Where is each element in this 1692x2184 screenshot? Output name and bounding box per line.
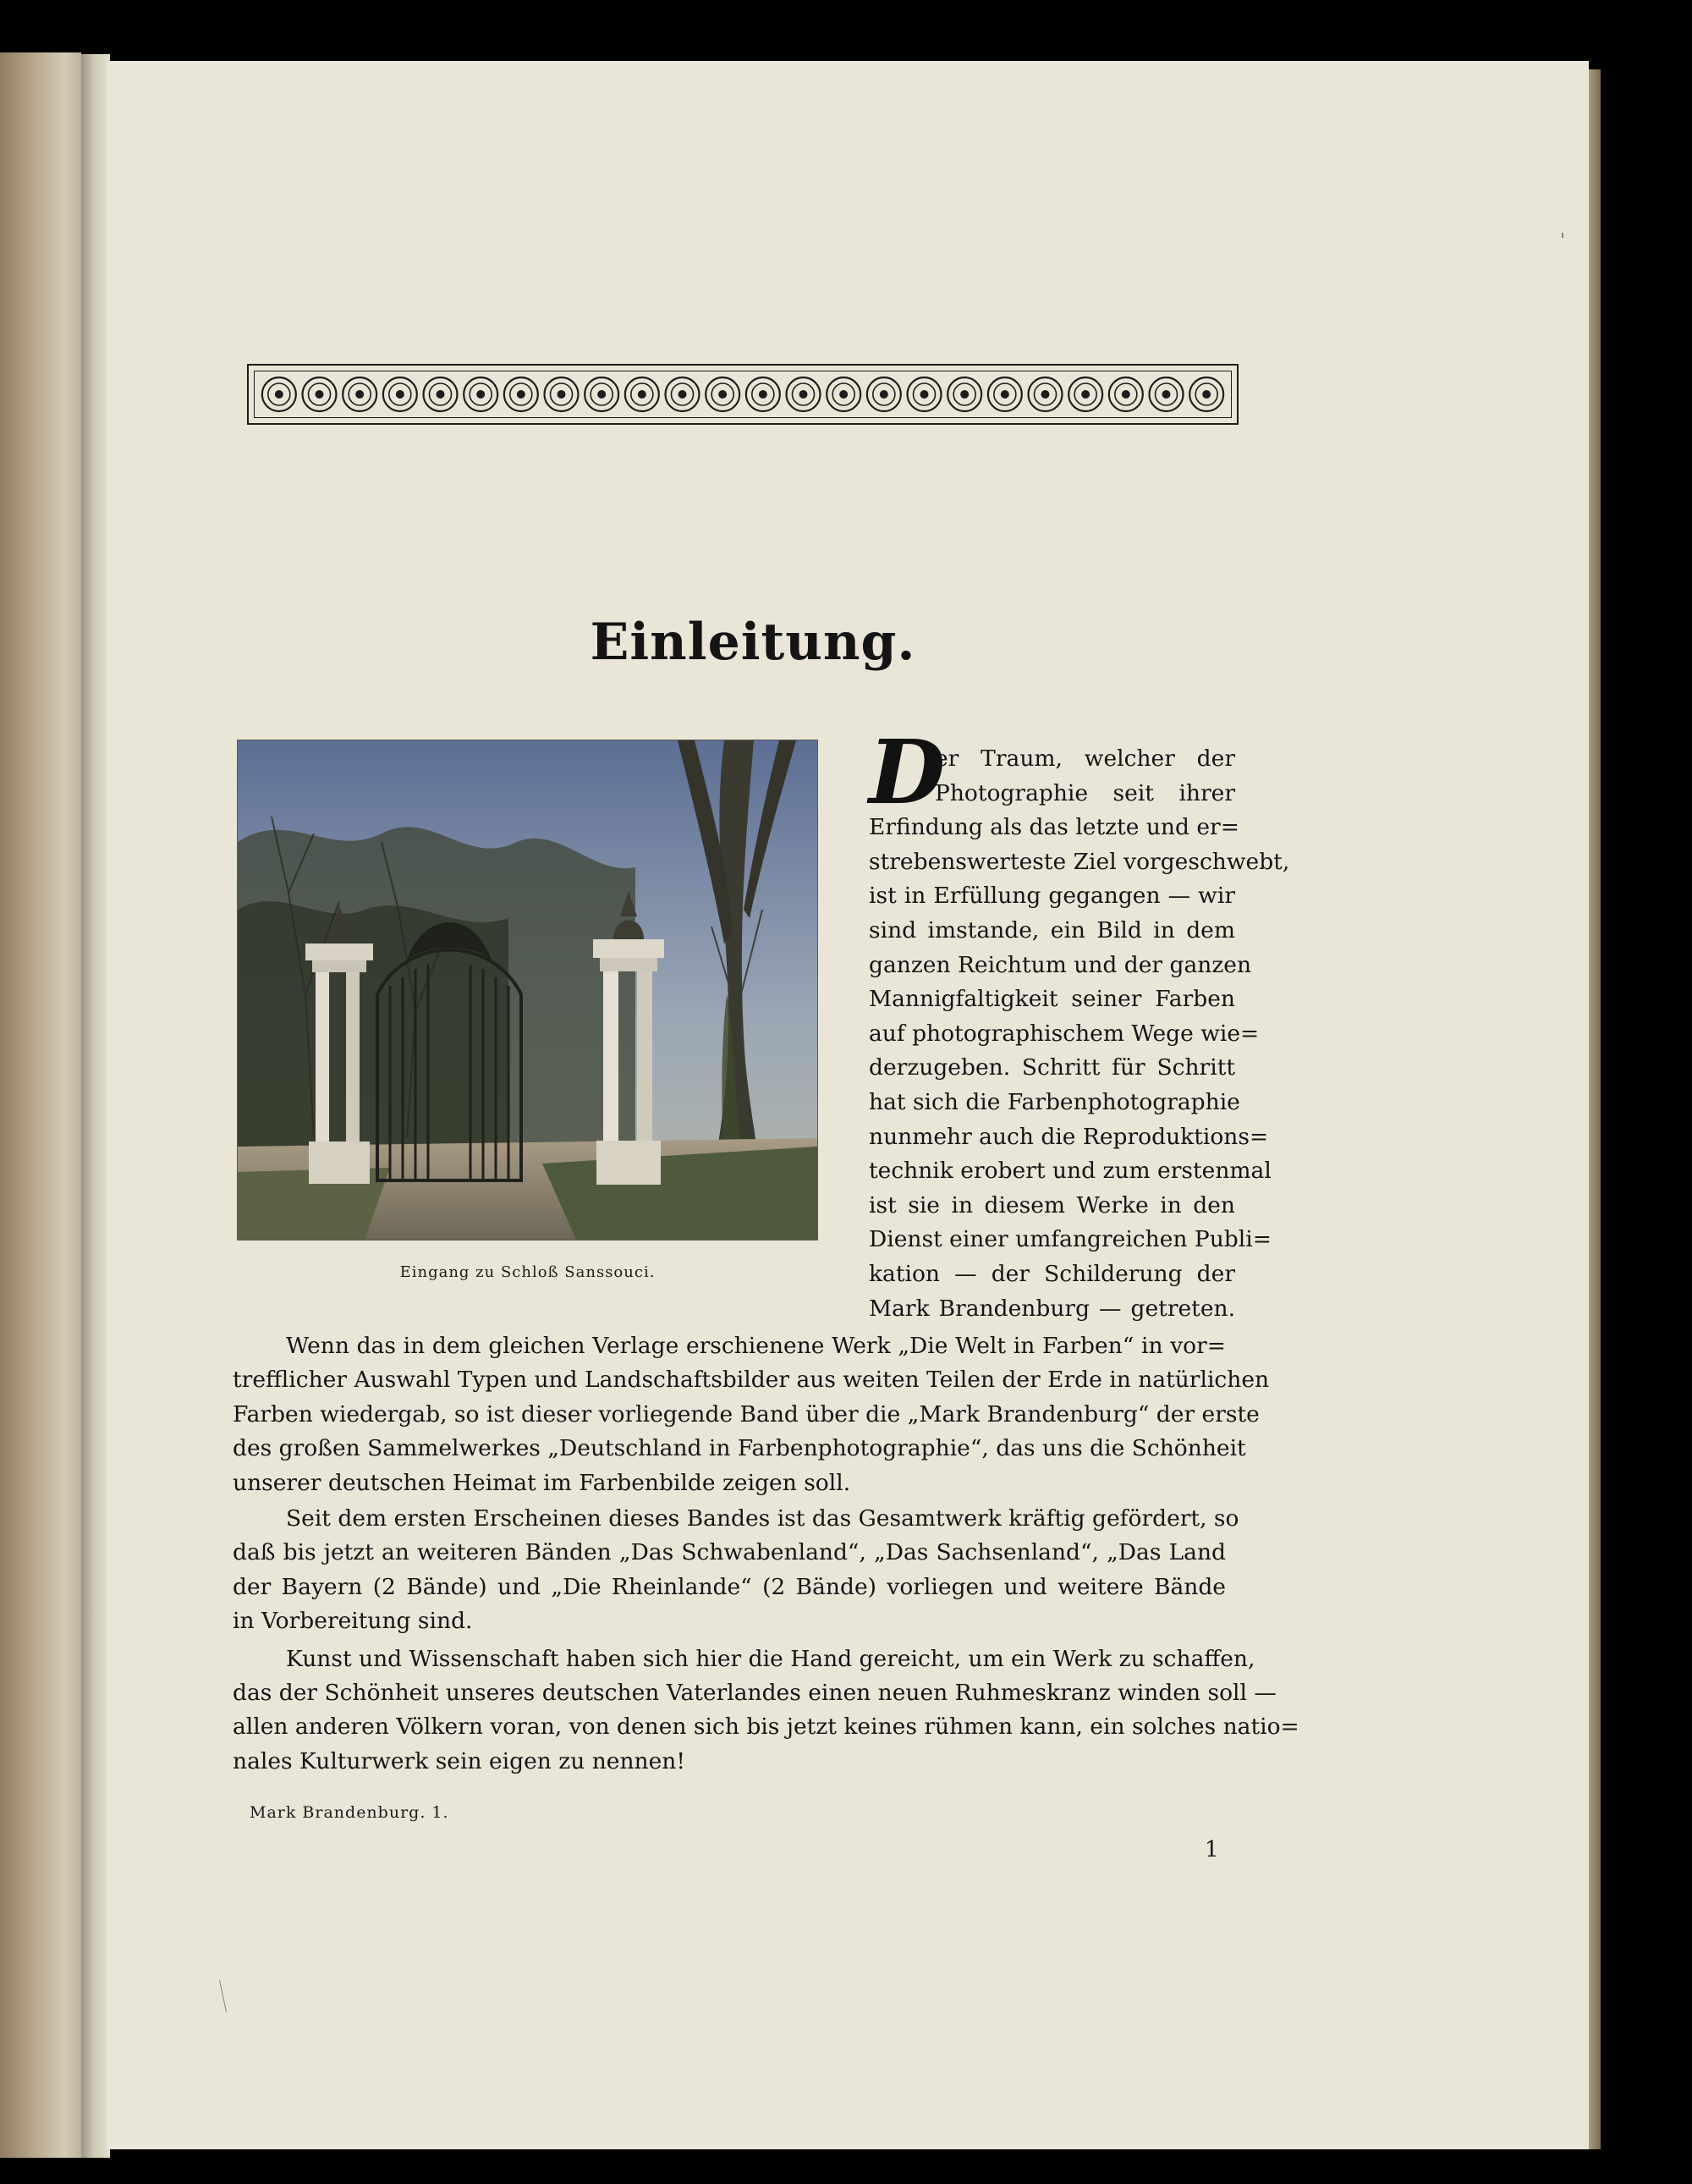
intro-line: Dienst einer umfangreichen Publi= [869,1226,1272,1253]
ornament-ring [383,377,417,411]
body-line: nales Kulturwerk sein eigen zu nennen! [233,1747,685,1774]
intro-line: Mark Brandenburg — getreten. [869,1295,1235,1322]
ornament-ring [1029,377,1063,411]
ornament-ring [827,377,860,411]
ornament-ring [504,377,538,411]
intro-line: ist in Erfüllung gegangen — wir [869,883,1235,910]
body-line: das der Schönheit unseres deutschen Vaterlandes einen neuen Ruhmeskranz winden soll — [233,1680,1277,1706]
body-line: der Bayern (2 Bände) und „Die Rheinlande“ (2 Bände) vorliegen und weitere Bände [233,1573,1226,1600]
intro-line: er Traum, welcher der [935,745,1235,772]
ornament-border [247,364,1239,425]
ornament-ring [545,377,579,411]
body-line: allen anderen Völkern voran, von denen sich bis jetzt keines rühmen kann, ein solches natio= [233,1714,1299,1741]
ornament-ring [262,377,296,411]
left-page-edge [0,52,81,2158]
body-line: Farben wiedergab, so ist dieser vorliegende Band über die „Mark Brandenburg“ der erste [233,1400,1260,1428]
right-page-edge [1589,69,1601,2149]
ornament-ring [666,377,700,411]
ornament-ring [988,377,1022,411]
intro-line: kation — der Schilderung der [869,1261,1235,1287]
ornament-ring [625,377,659,411]
ornament-ring [706,377,739,411]
body-line: unserer deutschen Heimat im Farbenbilde zeigen soll. [233,1469,851,1496]
body-line: Kunst und Wissenschaft haben sich hier die Hand gereicht, um ein Werk zu schaffen, [286,1645,1255,1672]
ornament-circles [259,375,1227,414]
ornament-ring [787,377,821,411]
body-line: Wenn das in dem gleichen Verlage erschienene Werk „Die Welt in Farben“ in vor= [286,1333,1226,1359]
ornament-ring [1068,377,1102,411]
intro-line: Mannigfaltigkeit seiner Farben [869,986,1235,1013]
sanssouci-gate-photo [238,740,817,1240]
ornament-ring [343,377,376,411]
ornament-ring [424,377,458,411]
ornament-ring [746,377,780,411]
intro-line: derzugeben. Schritt für Schritt [869,1054,1235,1081]
photo-caption: Eingang zu Schloß Sanssouci. [399,1263,656,1281]
intro-line: sind imstande, ein Bild in dem [869,917,1235,943]
ornament-ring [1189,377,1223,411]
ornament-ring [585,377,618,411]
intro-line: Erfindung als das letzte und er= [869,814,1239,841]
ornament-ring [303,377,337,411]
intro-line: hat sich die Farbenphotographie [869,1089,1240,1115]
intro-line: strebenswerteste Ziel vorgeschwebt, [869,848,1290,875]
ornament-ring [1150,377,1184,411]
page-number: 1 [1205,1837,1219,1862]
ornament-ring [1109,377,1143,411]
ornament-ring [867,377,901,411]
ornament-ring [464,377,497,411]
running-footer: Mark Brandenburg. 1. [250,1803,449,1822]
body-line: des großen Sammelwerkes „Deutschland in Farbenphotographie“, das uns die Schönheit [233,1435,1246,1462]
body-line: daß bis jetzt an weiteren Bänden „Das Schwabenland“, „Das Sachsenland“, „Das Land [233,1539,1226,1566]
intro-line: Photographie seit ihrer [935,779,1235,806]
ornament-ring [948,377,981,411]
intro-line: auf photographischem Wege wie= [869,1020,1260,1047]
ornament-ring [908,377,942,411]
drop-cap: D [869,720,946,824]
intro-line: ganzen Reichtum und der ganzen [869,951,1252,978]
body-line: trefflicher Auswahl Typen und Landschaftsbilder aus weiten Teilen der Erde in natürlichen [233,1367,1270,1394]
intro-line: technik erobert und zum erstenmal [869,1158,1272,1185]
page-title: Einleitung. [590,613,916,672]
intro-line: ist sie in diesem Werke in den [869,1191,1235,1219]
body-line: Seit dem ersten Erscheinen dieses Bandes ist das Gesamtwerk kräftig gefördert, so [286,1505,1239,1532]
body-line: in Vorbereitung sind. [233,1608,473,1635]
book-gutter [81,54,110,2158]
intro-line: nunmehr auch die Reproduktions= [869,1123,1269,1150]
paper-mark [1562,233,1563,238]
